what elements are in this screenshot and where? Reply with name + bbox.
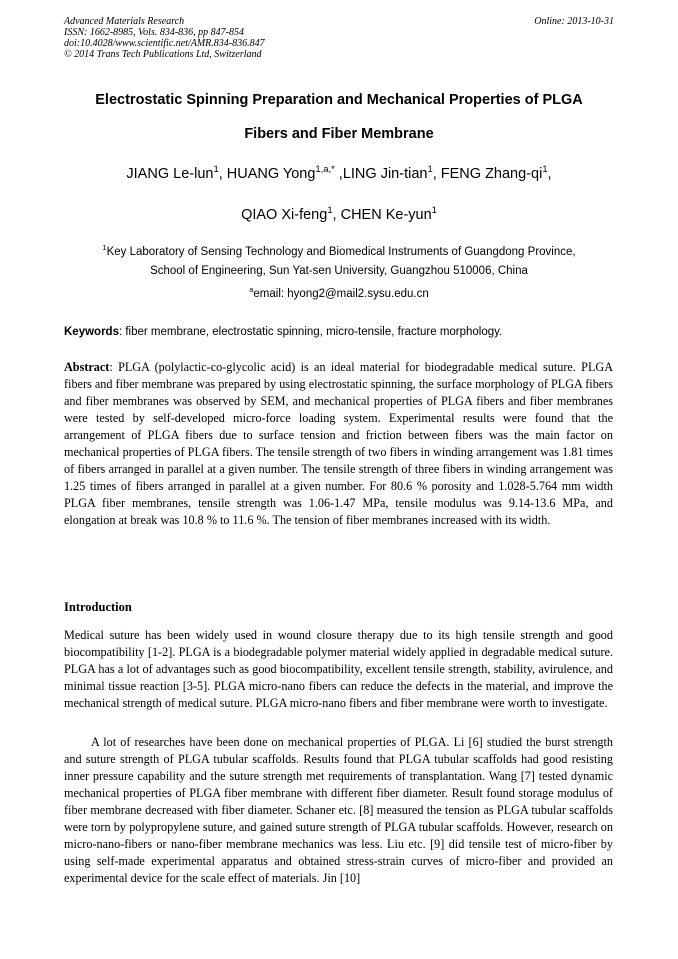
paper-title-line-2: Fibers and Fiber Membrane (244, 126, 434, 142)
copyright-line: © 2014 Trans Tech Publications Ltd, Switzerland (64, 49, 262, 60)
affiliation-line-2: School of Engineering, Sun Yat-sen University, Guangzhou 510006, China (150, 265, 528, 277)
doi-line: doi:10.4028/www.scientific.net/AMR.834-836.847 (64, 38, 265, 49)
online-date: Online: 2013-10-31 (534, 16, 614, 27)
keywords-text: : fiber membrane, electrostatic spinning, micro-tensile, fracture morphology. (118, 326, 503, 338)
issn-line: ISSN: 1662-8985, Vols. 834-836, pp 847-854 (64, 27, 244, 38)
abstract-text: : PLGA (polylactic-co-glycolic acid) is an ideal material for biodegradable medical suture. PLGA fibers and fiber membrane was prepared by using electrostatic spinning, the surface morphology of PLGA fibers and fiber membranes was observed by SEM, and mechanical properties of PLGA fibers and fiber membranes were tested by self-developed micro-force loading system. Experimental results were found that the arrangement of PLGA fibers due to surface tension and friction between fibers was the main factor on mechanical properties of PLGA fibers. The tensile strength of two fibers in winding arrangement was 1.81 times of fibers arranged in parallel at a given number. The tensile strength of three fibers in winding arrangement was 1.25 times of fibers arranged in parallel at a given number. For 80.6 % porosity and 1.028-5.764 mm width PLGA fiber membranes, tensile strength was 1.06-1.47 MPa, tensile modulus was 9.14-13.6 MPa, and elongation at break was 10.8 % to 11.6 %. The tension of fiber membranes increased with its width. (64, 360, 613, 528)
abstract (64, 359, 613, 529)
author-name: JIANG Le-lun (126, 166, 214, 182)
email-text: email: hyong2@mail2.sysu.edu.cn (253, 288, 429, 300)
author-list-line-1: JIANG Le-lun$^1$, HUANG Yong$^{1,a,*}$ ,LING Jin-tian$^1$, FENG Zhang-$qi^1$, (126, 163, 552, 182)
author-affil-sup: 1 (213, 163, 219, 175)
author-affil-sup: 1 (327, 204, 333, 216)
affiliation-line-1 (40, 243, 638, 258)
introduction-paragraph-1: Medical suture has been widely used in wound closure therapy due to its high tensile strength and good biocompatibility [1-2]. PLGA is a biodegradable polymer material widely applied in degradable medical suture. PLGA has a lot of advantages such as good biocompatibility, excellent tensile strength, stability, avirulence, and minimal tissue reaction [3-5]. PLGA micro-nano fibers can reduce the defects in the material, and improve the mechanical strength of medical suture. PLGA micro-nano fibers and fiber membrane were worth to investigate. (64, 628, 613, 711)
abstract-label: Abstract (64, 360, 110, 374)
author-name: HUANG Yong (226, 166, 316, 182)
author-affil-sup: 1,a,* (315, 163, 335, 175)
paper-title-line-1: Electrostatic Spinning Preparation and Mechanical Properties of PLGA (95, 92, 583, 108)
section-heading-introduction: Introduction (64, 600, 132, 614)
affiliation-sup: 1 (102, 243, 107, 253)
author-name: LING Jin-tian (342, 166, 428, 182)
author-name: CHEN Ke-yun (340, 207, 432, 223)
author-name: QIAO Xi-feng (241, 207, 328, 223)
author-list-line-2: QIAO Xi-feng$^1$, CHEN Ke-yun$^1$ (241, 204, 437, 223)
author-affil-sup: 1 (431, 204, 437, 216)
keywords (64, 326, 614, 338)
author-affil-sup: 1 (542, 163, 548, 175)
author-affil-sup: 1 (427, 163, 433, 175)
email-sup: a (249, 285, 254, 295)
journal-header (64, 16, 265, 60)
email-line (40, 285, 638, 300)
author-name: FENG Zhang-qi (440, 166, 543, 182)
affiliation-text: Key Laboratory of Sensing Technology and Biomedical Instruments of Guangdong Province, (106, 246, 576, 258)
keywords-label: Keywords (64, 326, 119, 338)
journal-name: Advanced Materials Research (64, 16, 185, 27)
introduction-paragraph-2: A lot of researches have been done on mechanical properties of PLGA. Li [6] studied the burst strength and suture strength of PLGA tubular scaffolds. Results found that PLGA tubular scaffolds had good resisting inner pressure capability and the suture strength met requirements of transplantation. Wang [7] tested dynamic mechanical properties of PLGA fiber membrane with different fiber diameter. Result found storage modulus of fiber membrane decreased with fiber diameter. Schaner etc. [8] measured the tension as PLGA tubular scaffolds were torn by polypropylene suture, and gained suture strength of PLGA tubular scaffolds. However, research on micro-nano-fibers or nano-fiber membrane mechanics was less. Liu etc. [9] did tensile test of micro-fiber by using self-made experimental apparatus and obtained stress-strain curves of micro-fiber and provided an experimental device for the scale effect of materials. Jin [10] (64, 735, 613, 886)
